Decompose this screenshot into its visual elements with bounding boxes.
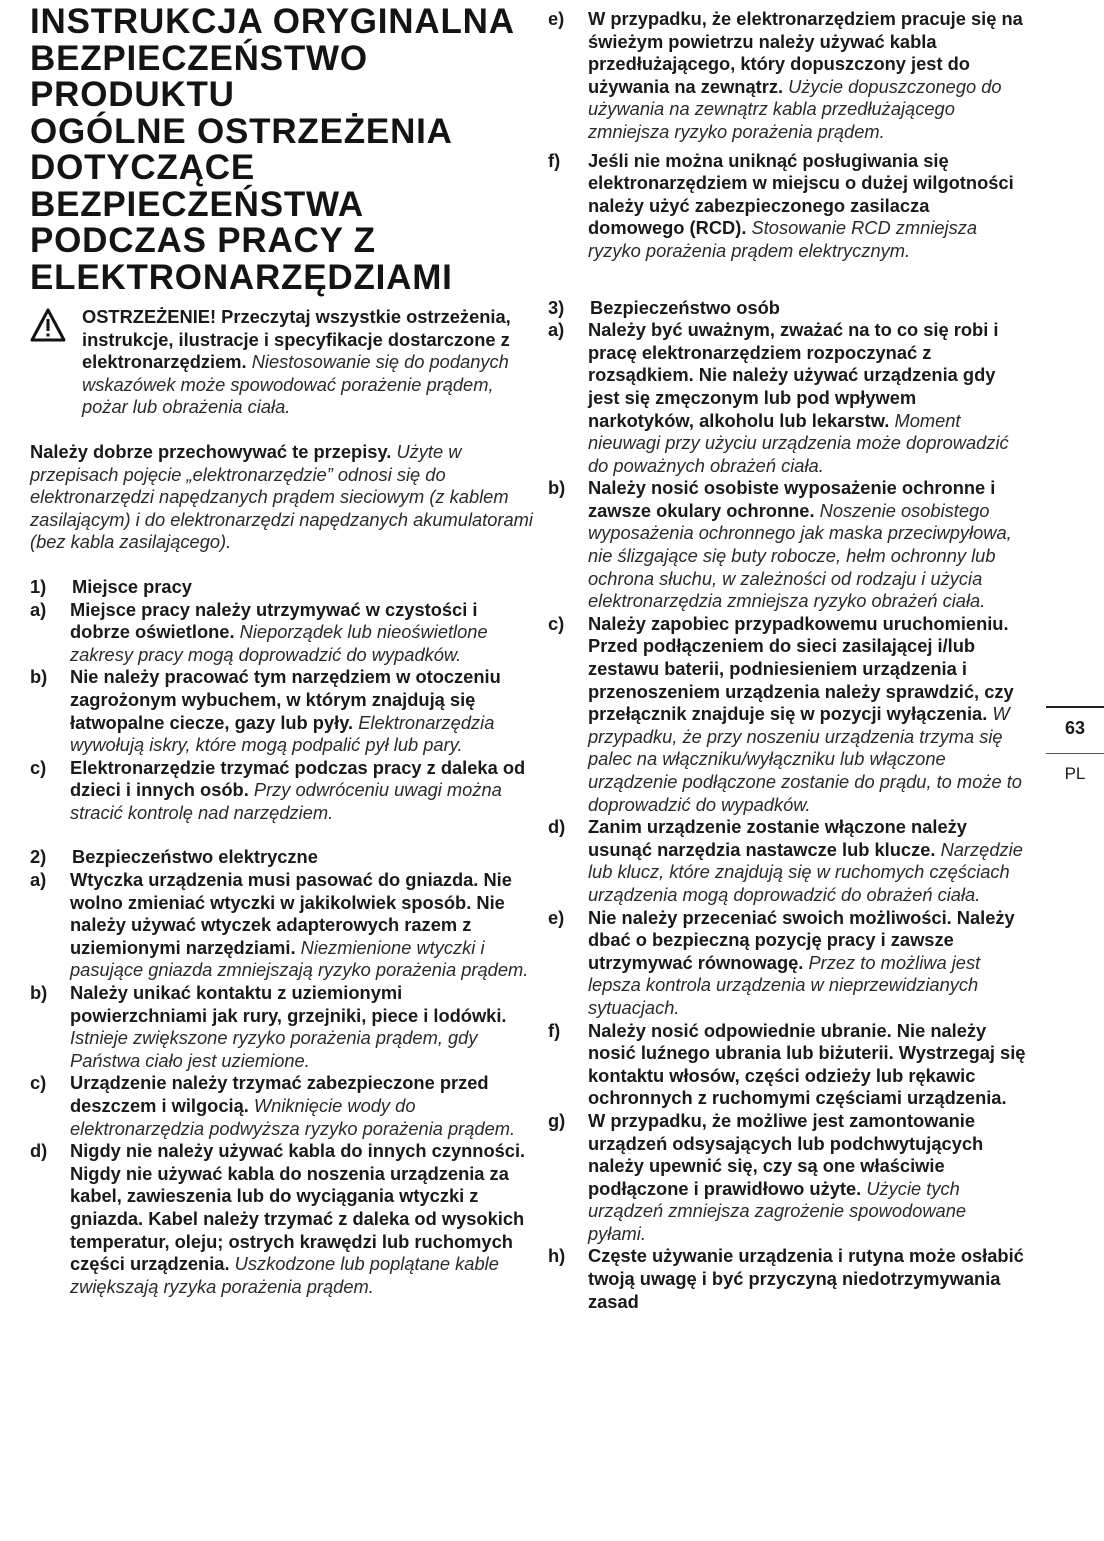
title-line: ELEKTRONARZĘDZIAMI xyxy=(30,257,453,297)
list-item xyxy=(548,1245,1026,1313)
list-item xyxy=(30,1140,535,1298)
item-bold-text: Należy zapobiec przypadkowemu uruchomieniu. Przed podłączeniem do sieci zasilającej i/lub zestawu baterii, podniesieniem urządzenia i przenoszeniem urządzenia należy sprawdzić, czy przełącznik znajduje się w pozycji wyłączenia. xyxy=(588,612,1014,725)
item-italic-text: Przy odwróceniu uwagi można stracić kontrolę nad narzędziem. xyxy=(70,779,502,823)
section-title: Bezpieczeństwo elektryczne xyxy=(72,846,318,868)
item-bold-text: Miejsce pracy należy utrzymywać w czystości i dobrze oświetlone. xyxy=(70,598,478,643)
list-item xyxy=(30,1072,535,1140)
title-line: PODCZAS PRACY Z xyxy=(30,221,376,260)
warning-bold-text: OSTRZEŻENIE! Przeczytaj wszystkie ostrzeżenia, instrukcje, ilustracje i specyfikacje dostarczone z elektronarzędziem. xyxy=(82,306,511,373)
list-item xyxy=(548,816,1026,906)
item-letter: g) xyxy=(548,1109,566,1131)
item-letter: d) xyxy=(30,1140,48,1162)
title-line: BEZPIECZEŃSTWA xyxy=(30,184,364,224)
item-bold-text: Należy nosić odpowiednie ubranie. Nie należy nosić luźnego ubrania lub biżuterii. Wystrzegaj się kontaktu włosów, części odzieży lub rękawic ochronnych z ruchomymi częściami urządzenia. xyxy=(588,1019,1026,1109)
main-title xyxy=(30,4,535,296)
item-bold-text: Elektronarzędzie trzymać podczas pracy z daleka od dzieci i innych osób. xyxy=(70,756,526,801)
item-letter: e) xyxy=(548,906,565,928)
list-item xyxy=(30,757,535,825)
list-item xyxy=(548,1020,1026,1110)
item-bold-text: Należy być uważnym, zważać na to co się robi i pracę elektronarzędziem rozpoczynać z rozsądkiem. Nie należy używać urządzenia gdy jest się zmęczonym lub pod wpływem narkotyków, alkoholu lub lekarstw. xyxy=(588,319,999,431)
list-item xyxy=(30,666,535,756)
item-letter: a) xyxy=(30,869,47,891)
title-line: OGÓLNE OSTRZEŻENIA xyxy=(30,111,453,151)
item-bold-text: Nie należy pracować tym narzędziem w otoczeniu zagrożonym wybuchem, w którym znajdują się łatwopalne ciecze, gazy lub pyły. xyxy=(70,666,501,733)
item-italic-text: Użycie tych urządzeń zmniejsza zagrożenie spowodowane pyłami. xyxy=(588,1177,967,1244)
item-italic-text: Wniknięcie wody do elektronarzędzia podwyższa ryzyko porażenia prądem. xyxy=(70,1095,516,1139)
item-letter: d) xyxy=(548,816,566,838)
item-italic-text: Noszenie osobistego wyposażenia ochronnego jak maska przeciwpyłowa, nie ślizgające się buty robocze, hełm ochronny lub ochrona słuchu, w zależności od rodzaju i użycia elektronarzędzia zmniejsza ryzyko obrażeń ciała. xyxy=(588,499,1012,612)
item-italic-text: Stosowanie RCD zmniejsza ryzyko porażenia prądem elektrycznym. xyxy=(588,217,978,261)
item-bold-text: Należy nosić osobiste wyposażenie ochronne i zawsze okulary ochronne. xyxy=(588,477,996,521)
item-italic-text: Istnieje zwiększone ryzyko porażenia prądem, gdy Państwa ciało jest uziemione. xyxy=(70,1027,478,1071)
item-italic-text: W przypadku, że przy noszeniu urządzenia trzyma się palec na włączniku/wyłączniku lub włączone urządzenie podłączone zostanie do prądu, to może to doprowadzić do wypadków. xyxy=(588,703,1022,815)
item-letter: a) xyxy=(548,319,565,341)
item-letter: e) xyxy=(548,8,565,29)
item-letter: b) xyxy=(30,982,48,1004)
item-italic-text: Narzędzie lub klucz, które znajdują się w ruchomych częściach urządzenia mogą doprowadzić do obrażeń ciała. xyxy=(588,838,1023,905)
item-bold-text: Częste używanie urządzenia i rutyna może osłabić twoją uwagę i być przyczyną niedotrzymywania zasad xyxy=(588,1245,1024,1312)
item-italic-text: Przez to możliwa jest lepsza kontrola urządzenia w nieprzewidzianych sytuacjach. xyxy=(588,951,981,1018)
list-item xyxy=(548,613,1026,816)
keep-italic-text: Użyte w przepisach pojęcie „elektronarzędzie” odnosi się do elektronarzędzi napędzanych prądem sieciowym (z kablem zasilającym) i do elektronarzędzi napędzanych akumulatorami (bez kabla zasilającego). xyxy=(30,440,533,553)
title-line: DOTYCZĄCE xyxy=(30,148,255,187)
warning-triangle-icon xyxy=(30,308,66,342)
item-letter: c) xyxy=(30,756,47,778)
item-italic-text: Elektronarzędzia wywołują iskry, które mogą podpalić pył lub pary. xyxy=(70,711,495,756)
list-item xyxy=(548,1110,1026,1246)
list-item xyxy=(548,150,1026,263)
item-bold-text: Należy unikać kontaktu z uziemionymi powierzchniami jak rury, grzejniki, piece i lodówki. xyxy=(70,982,507,1026)
item-letter: a) xyxy=(30,598,47,620)
item-bold-text: W przypadku, że elektronarzędziem pracuje się na świeżym powietrzu należy używać kabla przedłużającego, który dopuszczony jest do używania na zewnątrz. xyxy=(588,8,1023,97)
item-bold-text: Jeśli nie można uniknąć posługiwania się elektronarzędziem w miejscu o dużej wilgotności należy użyć zabezpieczonego zasilacza domowego (RCD). xyxy=(588,149,1014,239)
general-warning xyxy=(30,306,535,419)
item-letter: c) xyxy=(30,1072,47,1094)
item-letter: b) xyxy=(548,477,566,499)
item-italic-text: Użycie dopuszczonego do używania na zewnątrz kabla przedłużającego zmniejsza ryzyko porażenia prądem. xyxy=(588,75,1002,142)
page-number: 63 xyxy=(1064,718,1086,738)
item-italic-text: Niezmienione wtyczki i pasujące gniazda zmniejszają ryzyko porażenia prądem. xyxy=(70,936,529,981)
section-number: 1) xyxy=(30,575,47,597)
item-bold-text: W przypadku, że możliwe jest zamontowanie urządzeń odsysających lub podchwytujących należy upewnić się, czy są one właściwie podłączone i prawidłowo użyte. xyxy=(588,1109,984,1199)
section-number: 2) xyxy=(30,846,47,868)
title-line: PRODUKTU xyxy=(30,75,235,114)
warning-italic-text: Niestosowanie się do podanych wskazówek może spowodować porażenie prądem, pożar lub obrażenia ciała. xyxy=(82,351,509,418)
item-letter: c) xyxy=(548,612,565,634)
list-item xyxy=(30,599,535,667)
section-1-heading xyxy=(30,576,535,599)
section-3-heading xyxy=(548,297,1026,320)
keep-bold-text: Należy dobrze przechowywać te przepisy. xyxy=(30,440,392,462)
title-line: BEZPIECZEŃSTWO xyxy=(30,38,368,78)
item-bold-text: Zanim urządzenie zostanie włączone należy usunąć narzędzia nastawcze lub klucze. xyxy=(588,816,967,860)
item-letter: f) xyxy=(548,149,561,171)
section-title: Bezpieczeństwo osób xyxy=(590,296,780,318)
title-line: INSTRUKCJA ORYGINALNA xyxy=(30,2,515,41)
list-item xyxy=(548,319,1026,477)
item-letter: h) xyxy=(548,1245,566,1267)
item-italic-text: Moment nieuwagi przy użyciu urządzenia może doprowadzić do poważnych obrażeń ciała. xyxy=(588,409,1009,476)
page-tab xyxy=(1046,706,1104,784)
section-number: 3) xyxy=(548,296,565,318)
right-column xyxy=(548,8,1026,1313)
item-italic-text: Nieporządek lub nieoświetlone zakresy pracy mogą doprowadzić do wypadków. xyxy=(70,621,488,665)
item-bold-text: Urządzenie należy trzymać zabezpieczone przed deszczem i wilgocią. xyxy=(70,1072,489,1116)
keep-instructions xyxy=(30,441,535,554)
list-item xyxy=(548,907,1026,1020)
list-item xyxy=(548,477,1026,613)
section-2-heading xyxy=(30,846,535,869)
left-column xyxy=(30,4,535,1298)
item-bold-text: Nigdy nie należy używać kabla do innych czynności. Nigdy nie używać kabla do noszenia urządzenia za kabel, zawieszenia lub do wyciągania wtyczki z gniazda. Kabel należy trzymać z daleka od wysokich temperatur, oleju; ostrych krawędzi lub ruchomych części urządzenia. xyxy=(70,1140,526,1275)
list-item xyxy=(30,869,535,982)
item-letter: f) xyxy=(548,1019,561,1041)
item-bold-text: Wtyczka urządzenia musi pasować do gniazda. Nie wolno zmieniać wtyczki w jakikolwiek sposób. Nie należy używać wtyczek adapterowych razem z uziemionymi narzędziami. xyxy=(70,869,512,958)
list-item xyxy=(548,8,1026,144)
list-item xyxy=(30,982,535,1072)
section-title: Miejsce pracy xyxy=(72,575,192,597)
language-code: PL xyxy=(1064,764,1086,783)
item-italic-text: Uszkodzone lub poplątane kable zwiększają ryzyka porażenia prądem. xyxy=(70,1253,499,1297)
item-bold-text: Nie należy przeceniać swoich możliwości. Należy dbać o bezpieczną pozycję pracy i zawsze utrzymywać równowagę. xyxy=(588,906,1015,973)
item-letter: b) xyxy=(30,666,48,688)
